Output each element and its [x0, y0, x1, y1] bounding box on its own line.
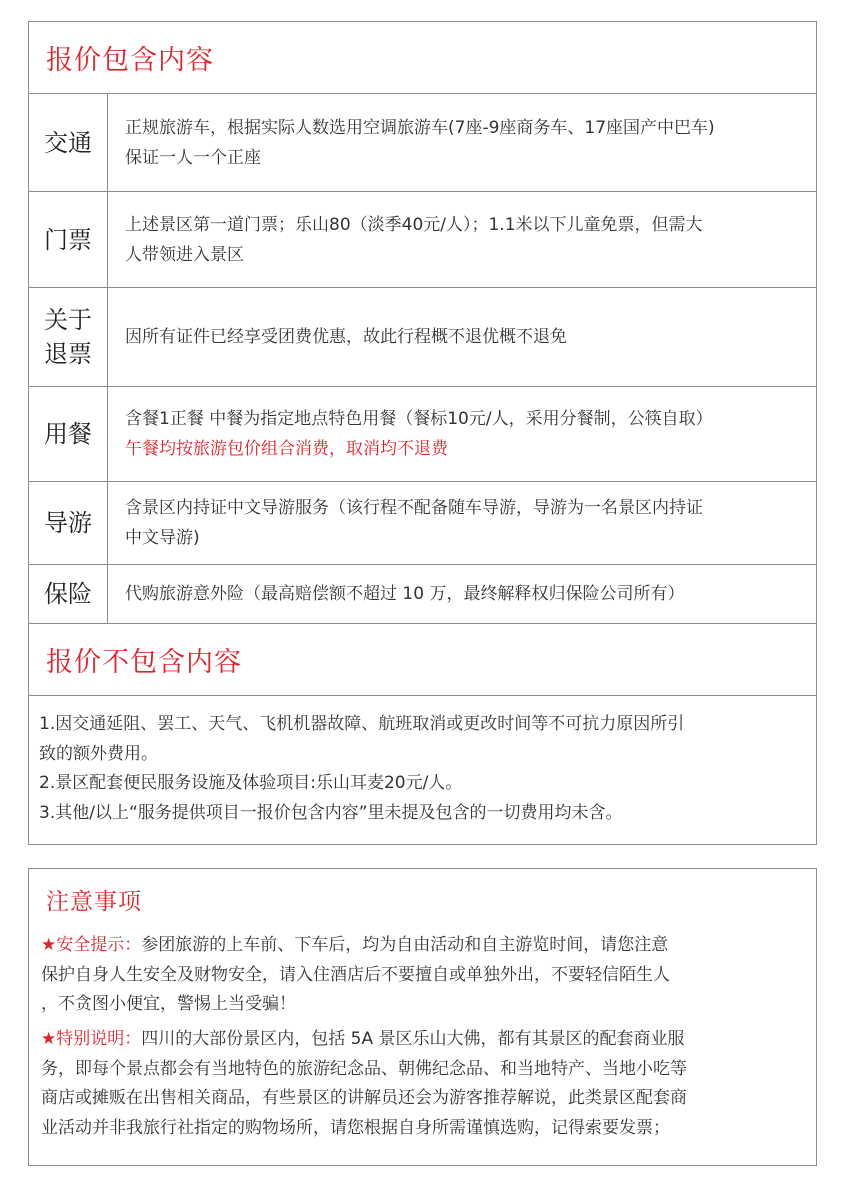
list-item: 2.景区配套便民服务设施及体验项目:乐山耳麦20元/人。 [39, 773, 463, 793]
row-content: 正规旅游车，根据实际人数选用空调旅游车(7座-9座商务车、17座国产中巴车) 保证一人一个正座 [125, 117, 715, 168]
row-content: 含餐1正餐 中餐为指定地点特色用餐（餐标10元/人，采用分餐制，公筷自取） 午餐均按旅游包价组合消费，取消均不退费 [125, 387, 810, 481]
price-info-table [28, 21, 817, 845]
special-note-label: ★特别说明： [41, 1029, 142, 1049]
included-title: 报价包含内容 [46, 45, 214, 76]
row-content: 上述景区第一道门票；乐山80（淡季40元/人）；1.1米以下儿童免票，但需大 人带领进入景区 [125, 214, 703, 265]
notice-title: 注意事项 [46, 889, 142, 915]
included-row-transport [29, 94, 816, 192]
included-header-row [29, 22, 816, 94]
included-row-ticket [29, 192, 816, 288]
safety-tip: ★安全提示：参团旅游的上车前、下车后，均为自由活动和自主游览时间，请您注意 保护自身人生安全及财物安全，请入住酒店后不要擅自或单独外出，不要轻信陌生人 ，不贪图小便宜，警惕上当受骗！ [41, 935, 670, 1014]
excluded-header-row [29, 624, 816, 696]
row-content: 代购旅游意外险（最高赔偿额不超过 10 万，最终解释权归保险公司所有） [125, 584, 685, 604]
row-content: 因所有证件已经享受团费优惠，故此行程概不退优概不退免 [125, 327, 567, 347]
row-label: 关于退票 [29, 288, 108, 386]
row-label: 导游 [29, 482, 108, 564]
meal-refund-warning: 午餐均按旅游包价组合消费，取消均不退费 [125, 439, 448, 459]
special-note: ★特别说明：四川的大部份景区内，包括 5A 景区乐山大佛，都有其景区的配套商业服 务，即每个景点都会有当地特色的旅游纪念品、朝佛纪念品、和当地特产、当地小吃等 商店或摊贩在出售相关商品，有些景区的讲解员还会为游客推荐解说，此类景区配套商 业活动并非我旅行社指定的购物场所，请您根据自身所需谨慎选购，记得索要发票； [41, 1029, 687, 1138]
list-item: 3.其他/以上“服务提供项目一报价包含内容”里未提及包含的一切费用均未含。 [39, 802, 623, 823]
list-item: 1.因交通延阻、罢工、天气、飞机机器故障、航班取消或更改时间等不可抗力原因所引 [39, 714, 685, 734]
included-row-refund [29, 288, 816, 387]
included-row-insurance [29, 565, 816, 624]
row-label: 用餐 [29, 387, 108, 481]
excluded-list [29, 696, 816, 844]
row-label: 门票 [29, 192, 108, 287]
list-item: 致的额外费用。 [39, 743, 158, 764]
excluded-text [39, 710, 810, 828]
safety-tip-label: ★安全提示： [41, 935, 142, 955]
excluded-title: 报价不包含内容 [46, 647, 242, 678]
row-label: 交通 [29, 94, 108, 191]
included-row-guide [29, 482, 816, 565]
row-content: 含景区内持证中文导游服务（该行程不配备随车导游，导游为一名景区内持证 中文导游) [125, 498, 703, 548]
included-row-meals [29, 387, 816, 482]
notice-box [28, 868, 817, 1166]
row-label: 保险 [29, 565, 108, 623]
